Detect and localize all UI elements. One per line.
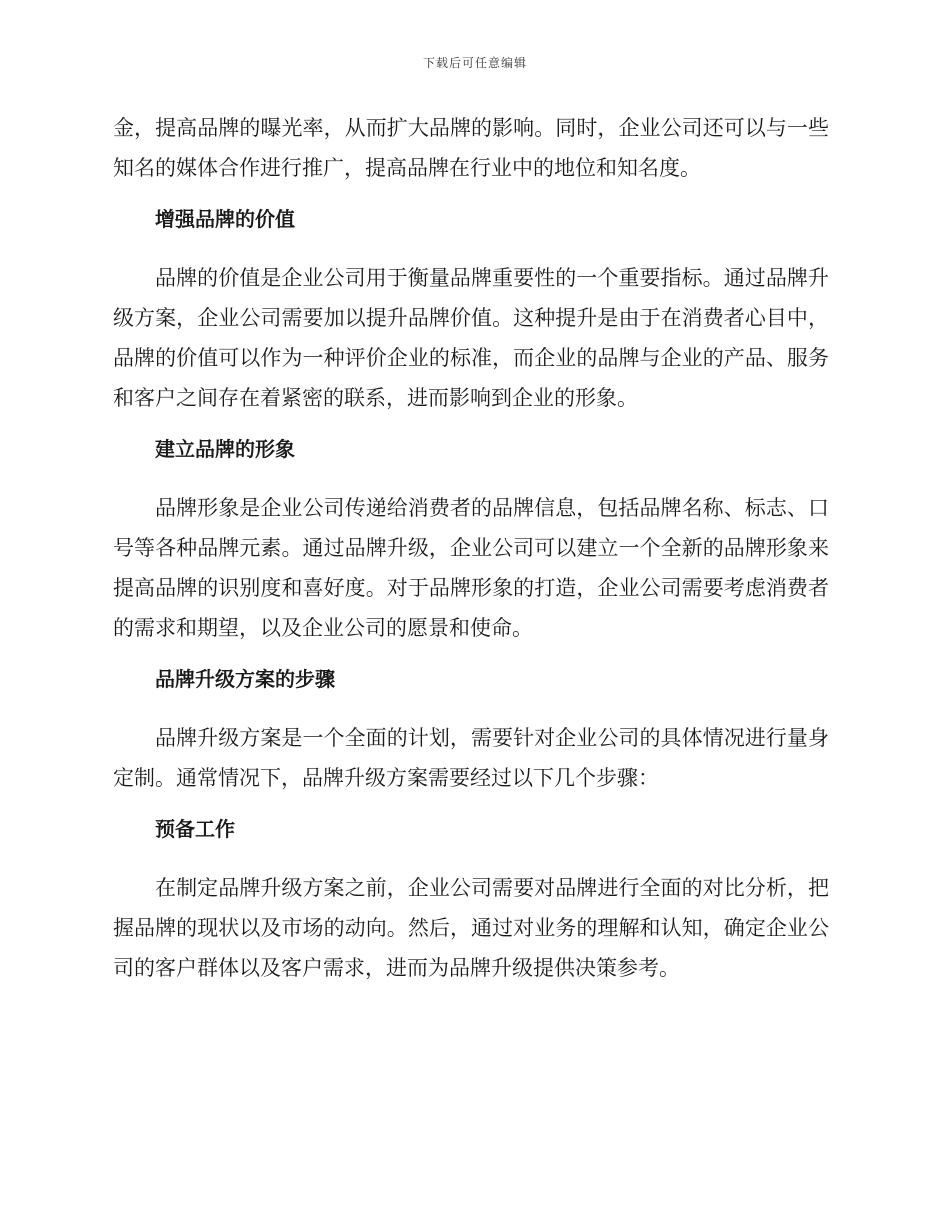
heading-preparation: 预备工作 [155,817,235,841]
document-body [113,108,829,1004]
paragraph-preparation: 在制定品牌升级方案之前，企业公司需要对品牌进行全面的对比分析，把握品牌的现状以及市场的动向。然后，通过对业务的理解和认知，确定企业公司的客户群体以及客户需求，进而为品牌升级提供决策参考。 [113,876,829,980]
heading-upgrade-steps: 品牌升级方案的步骤 [155,667,335,691]
paragraph-upgrade-steps: 品牌升级方案是一个全面的计划，需要针对企业公司的具体情况进行量身定制。通常情况下，品牌升级方案需要经过以下几个步骤： [113,726,829,790]
page-header: 下载后可任意编辑 [422,56,527,70]
heading-enhance-brand-value: 增强品牌的价值 [155,207,295,231]
paragraph-brand-image: 品牌形象是企业公司传递给消费者的品牌信息，包括品牌名称、标志、口号等各种品牌元素。通过品牌升级，企业公司可以建立一个全新的品牌形象来提高品牌的识别度和喜好度。对于品牌形象的打造，企业公司需要考虑消费者的需求和期望，以及企业公司的愿景和使命。 [113,496,829,640]
paragraph-brand-value: 品牌的价值是企业公司用于衡量品牌重要性的一个重要指标。通过品牌升级方案，企业公司需要加以提升品牌价值。这种提升是由于在消费者心目中，品牌的价值可以作为一种评价企业的标准，而企业的品牌与企业的产品、服务和客户之间存在着紧密的联系，进而影响到企业的形象。 [113,266,829,410]
heading-build-brand-image: 建立品牌的形象 [155,437,295,461]
paragraph-continuation: 金，提高品牌的曝光率，从而扩大品牌的影响。同时，企业公司还可以与一些知名的媒体合作进行推广，提高品牌在行业中的地位和知名度。 [113,116,829,180]
